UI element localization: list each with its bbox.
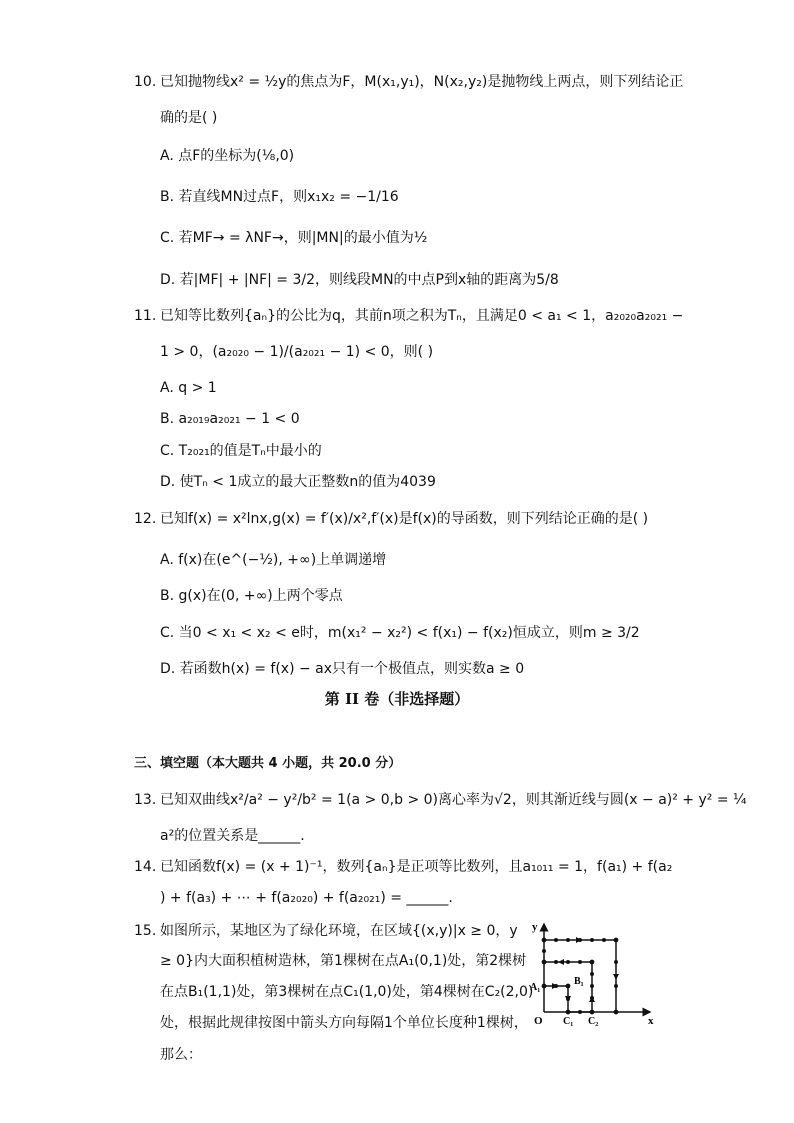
part3-heading: 三、填空题（本大题共 4 小题，共 20.0 分） <box>134 756 402 771</box>
question-14-line2: ) + f(a₃) + ⋯ + f(a₂₀₂₀) + f(a₂₀₂₁) = ______. <box>160 890 453 906</box>
direction-arrows <box>552 937 619 1002</box>
question-10-option-d: D. 若|MF| + |NF| = 3/2，则线段MN的中点P到x轴的距离为5/8 <box>160 272 559 288</box>
question-15-line2: ≥ 0}内大面积植树造林，第1棵树在点A₁(0,1)处，第2棵树 <box>160 953 527 969</box>
question-12-stem: 12. 已知f(x) = x²lnx,g(x) = f′(x)/x²,f′(x)是f(x)的导函数，则下列结论正确的是( ) <box>134 511 649 527</box>
point-c2-label: C₂ <box>588 1016 599 1026</box>
question-15-line1: 15. 如图所示，某地区为了绿化环境，在区域{(x,y)|x ≥ 0，y <box>134 923 518 939</box>
question-12-option-a: A. f(x)在(e^(−½), +∞)上单调递增 <box>160 552 387 568</box>
point-c1-label: C₁ <box>563 1016 574 1026</box>
question-12-option-b: B. g(x)在(0, +∞)上两个零点 <box>160 588 343 604</box>
question-number: 13. <box>134 792 157 808</box>
question-12-option-c: C. 当0 < x₁ < x₂ < e时，m(x₁² − x₂²) < f(x₁) − f(x₂)恒成立，则m ≥ 3/2 <box>160 625 640 641</box>
x-axis-label: x <box>648 1015 654 1026</box>
question-number: 11. <box>134 308 157 324</box>
question-11-option-d: D. 使Tₙ < 1成立的最大正整数n的值为4039 <box>160 474 436 490</box>
question-10-stem-cont: 确的是( ) <box>160 110 218 126</box>
question-15-line4: 处，根据此规律按图中箭头方向每隔1个单位长度种1棵树， <box>160 1015 528 1031</box>
question-number: 15. <box>134 923 157 939</box>
point-a1-label: A₁ <box>530 982 541 993</box>
question-10-option-a: A. 点F的坐标为(⅛,0) <box>160 148 295 164</box>
question-14-line1: 14. 已知函数f(x) = (x + 1)⁻¹，数列{aₙ}是正项等比数列，且a₁₀₁₁ = 1，f(a₁) + f(a₂ <box>134 859 673 875</box>
question-11-stem-cont: 1 > 0，(a₂₀₂₀ − 1)/(a₂₀₂₁ − 1) < 0，则( ) <box>160 344 434 360</box>
origin-label: O <box>534 1015 543 1026</box>
question-11-option-a: A. q > 1 <box>160 380 217 396</box>
question-number: 14. <box>134 859 157 875</box>
question-15-line5: 那么： <box>160 1047 202 1063</box>
question-10-stem: 10. 已知抛物线x² = ½y的焦点为F，M(x₁,y₁)，N(x₂,y₂)是抛物线上两点，则下列结论正 <box>134 74 684 90</box>
question-11-option-b: B. a₂₀₁₉a₂₀₂₁ − 1 < 0 <box>160 411 300 427</box>
question-13-line1: 13. 已知双曲线x²/a² − y²/b² = 1(a > 0,b > 0)离心率为√2，则其渐近线与圆(x − a)² + y² = ¼ <box>134 792 747 808</box>
question-10-option-b: B. 若直线MN过点F，则x₁x₂ = −1/16 <box>160 189 399 205</box>
tree-planting-figure <box>530 918 660 1026</box>
question-number: 10. <box>134 74 157 90</box>
y-axis-label: y <box>532 921 538 933</box>
question-11-stem: 11. 已知等比数列{aₙ}的公比为q，其前n项之积为Tₙ，且满足0 < a₁ < 1，a₂₀₂₀a₂₀₂₁ − <box>134 308 684 324</box>
question-12-option-d: D. 若函数h(x) = f(x) − ax只有一个极值点，则实数a ≥ 0 <box>160 661 525 677</box>
question-15-line3: 在点B₁(1,1)处，第3棵树在点C₁(1,0)处，第4棵树在C₂(2,0) <box>160 984 534 1000</box>
section-title: 第 II 卷（非选择题） <box>324 690 470 708</box>
question-number: 12. <box>134 511 157 527</box>
question-11-option-c: C. T₂₀₂₁的值是Tₙ中最小的 <box>160 443 322 459</box>
question-13-line2: a²的位置关系是______. <box>160 828 305 844</box>
point-b1-label: B₁ <box>574 976 584 987</box>
question-10-option-c: C. 若MF→ = λNF→，则|MN|的最小值为½ <box>160 230 428 246</box>
